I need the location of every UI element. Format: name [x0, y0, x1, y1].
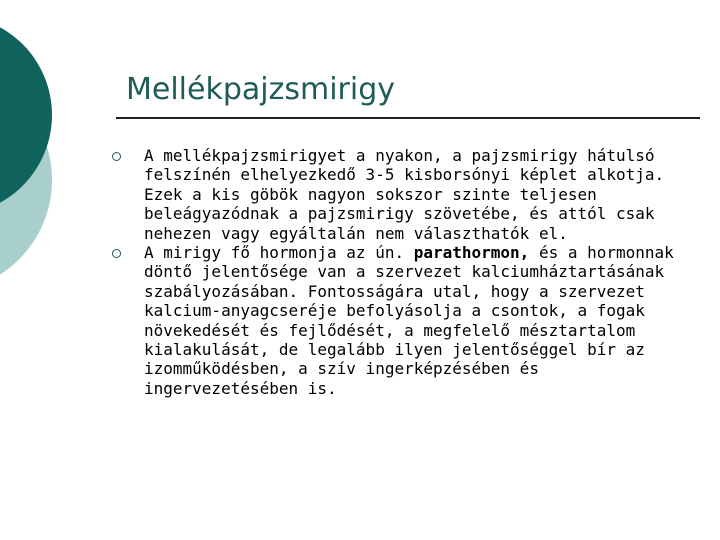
slide-title: Mellékpajzsmirigy: [126, 72, 396, 107]
bullet-text-after: és a hormonnak döntő jelentősége van a szervezet kalciumháztartásának szabályozásában. Fontosságára utal, hogy a szervezet kalcium-anyagcseréje befolyásolja a csontok, a fogak növekedését és fejlődését, a megfelelő mésztartalom kialakulását, de legalább ilyen jelentőséggel bír az izomműködésben, a szív ingerképzésében és ingervezetésében is.: [144, 243, 674, 398]
hollow-circle-icon: [112, 152, 121, 161]
decorative-circles: [0, 0, 80, 300]
bullet-list: [112, 146, 692, 398]
bullet-text: [144, 243, 692, 398]
bullet-item-hormone: [112, 243, 692, 398]
bullet-text-before: A mirigy fő hormonja az ún.: [144, 243, 414, 263]
title-divider: [116, 117, 700, 119]
bullet-item-anatomy: [112, 146, 692, 243]
hormone-name-emphasis: parathormon,: [413, 243, 530, 263]
hollow-circle-icon: [112, 249, 121, 258]
bullet-text: A mellékpajzsmirigyet a nyakon, a pajzsmirigy hátulsó felszínén elhelyezkedő 3-5 kisborsónyi képlet alkotja. Ezek a kis göbök nagyon sokszor szinte teljesen beleágyazódnak a pajzsmirigy szövetébe, és attól csak nehezen vagy egyáltalán nem választhatók el.: [144, 146, 665, 243]
